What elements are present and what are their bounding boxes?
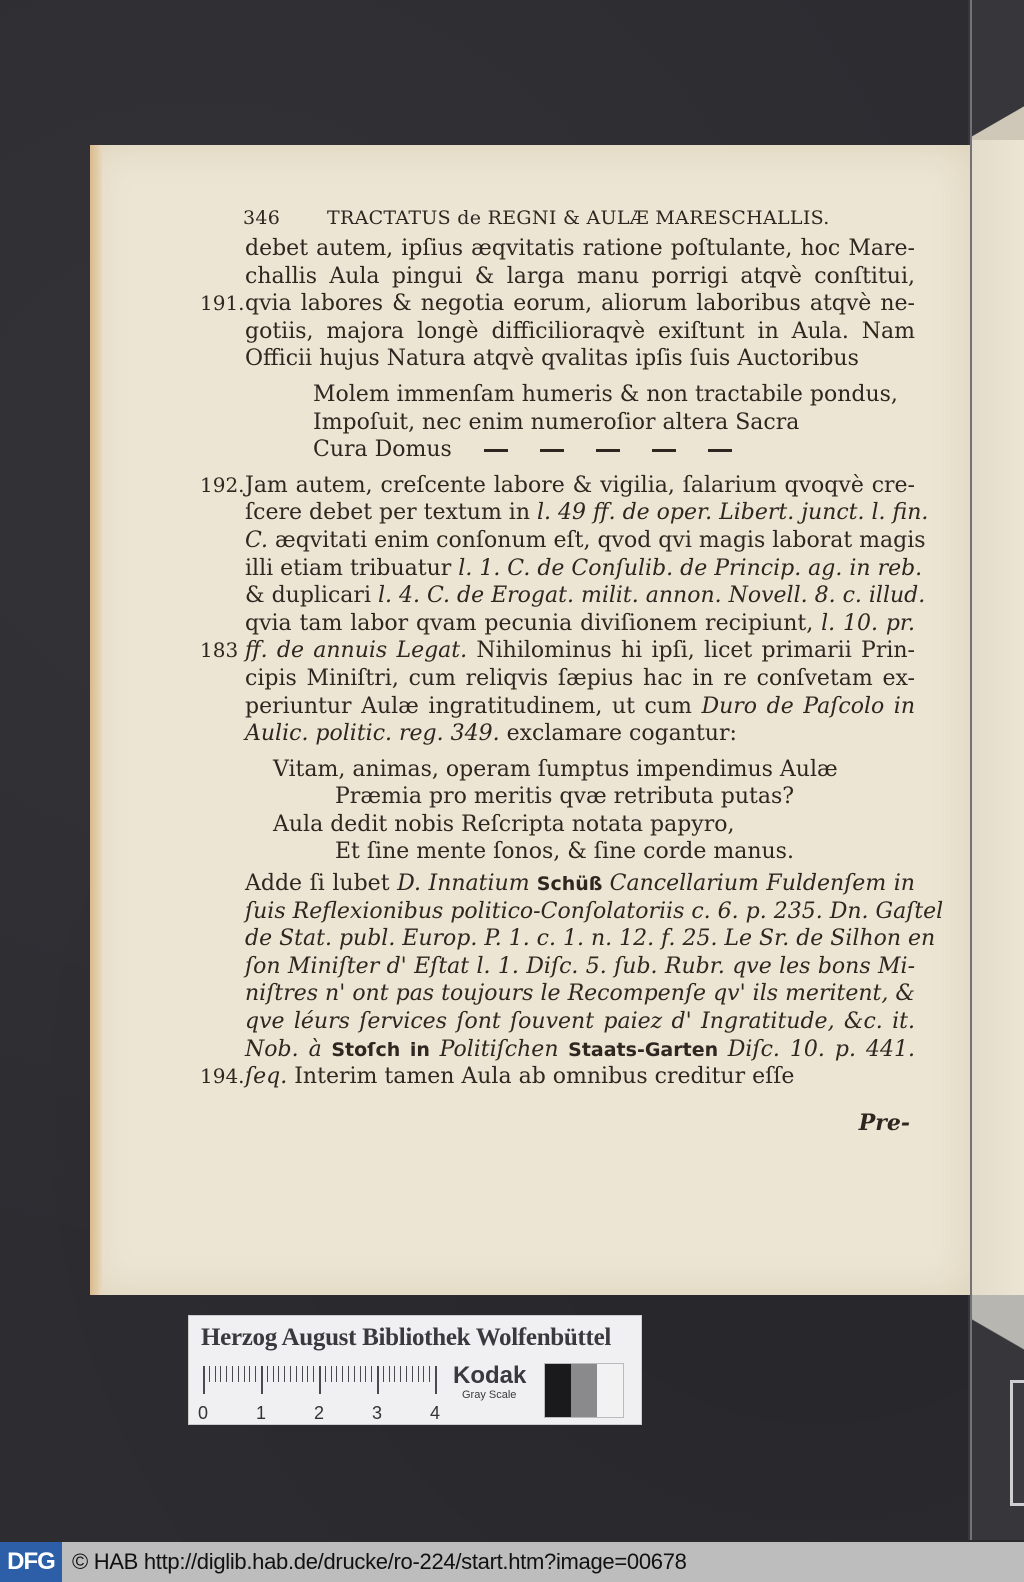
ruler-tick — [278, 1366, 279, 1382]
text-line — [245, 980, 915, 1008]
text-line — [200, 472, 915, 500]
ruler-tick — [319, 1366, 321, 1394]
ruler-tick — [226, 1366, 227, 1382]
text-segment: ſcere debet per textum in — [245, 500, 537, 526]
text-line — [200, 290, 915, 318]
kodak-logo: Kodak — [453, 1362, 527, 1389]
ruler-tick — [342, 1366, 343, 1382]
ruler-tick — [365, 1366, 366, 1382]
text-segment: l. 10. pr. — [821, 610, 915, 636]
gray-swatch — [597, 1364, 623, 1417]
text-segment: Nihilominus hi ipſi, licet primarii Prin- — [467, 638, 915, 664]
running-title: TRACTATUS de REGNI & AULÆ MARESCHALLIS. — [327, 207, 830, 229]
text-segment: qvia tam labor qvam pecunia diviſionem recipiunt, — [245, 610, 822, 636]
gray-swatch — [571, 1364, 597, 1417]
ruler-tick — [377, 1366, 379, 1394]
text-line — [245, 720, 915, 748]
paragraph-192 — [200, 472, 929, 748]
text-segment: Diſc. 10. p. 441. — [727, 1036, 915, 1062]
ruler-tick — [371, 1366, 372, 1382]
ellipsis-dashes — [452, 437, 732, 462]
text-line — [245, 953, 915, 981]
scale-ruler — [203, 1366, 443, 1401]
ruler-tick — [261, 1366, 263, 1394]
text-segment: ſuis Reflexionibus politico-Conſolatoriis c. 6. p. 235. Dn. Gaſtel — [245, 898, 944, 924]
verse-line: Vitam, animas, operam ſumptus impendimus Aulæ — [273, 756, 838, 782]
ruler-tick — [284, 1366, 285, 1382]
text-segment: Cancellarium Fuldenſem in — [609, 871, 915, 897]
text-segment: illi etiam tribuatur — [245, 555, 459, 581]
copyright-url: © HAB http://diglib.hab.de/drucke/ro-224/start.htm?image=00678 — [72, 1549, 687, 1574]
verse-line: Cura Domus — [313, 436, 915, 464]
text-segment: D. Innatium — [397, 871, 530, 897]
ruler-number: 0 — [198, 1403, 209, 1423]
text-segment: Aulic. politic. reg. 349. — [245, 721, 500, 747]
text-segment: Officii hujus Natura atqvè qvalitas ipſis ſuis Auctoribus — [245, 346, 859, 372]
text-line — [245, 235, 915, 263]
text-line — [245, 693, 915, 721]
text-segment: l. 1. C. de Conſulib. de Princip. ag. in reb. — [458, 555, 923, 581]
library-name: Herzog August Bibliothek Wolfenbüttel — [201, 1324, 612, 1351]
book-page — [90, 145, 970, 1295]
ruler-tick — [238, 1366, 239, 1382]
verse-line: Molem immenſam humeris & non tractabile pondus, — [313, 381, 898, 407]
verse-quote-1 — [245, 381, 915, 464]
text-segment: l. 49 ff. de oper. Libert. junct. l. fin. — [537, 500, 929, 526]
text-line — [200, 1063, 915, 1091]
margin-number: 192. — [200, 472, 245, 497]
text-line — [245, 1036, 915, 1064]
ruler-tick — [435, 1366, 437, 1394]
text-line — [245, 925, 936, 953]
ruler-tick — [348, 1366, 349, 1382]
ruler-tick — [290, 1366, 291, 1382]
text-line — [245, 345, 915, 373]
margin-number: 183 — [200, 638, 239, 663]
gray-swatches — [544, 1363, 624, 1418]
ruler-tick — [383, 1366, 384, 1382]
ruler-number: 4 — [430, 1403, 441, 1423]
text-line — [245, 898, 944, 926]
ruler-tick — [400, 1366, 401, 1382]
color-target-card — [188, 1315, 642, 1425]
text-segment: l. 4. C. de Erogat. milit. annon. Novell. 8. c. illud. — [377, 583, 926, 609]
text-line — [245, 527, 926, 555]
text-segment: C. — [245, 527, 269, 553]
second-color-card-edge — [1010, 1380, 1024, 1506]
text-segment: æqvitati enim conſonum eſt, qvod qvi magis laborat magis — [268, 527, 926, 553]
text-segment: challis Aula pingui & larga manu porrigi atqvè conſtitui, — [245, 263, 915, 289]
ruler-tick — [394, 1366, 395, 1382]
text-line — [200, 637, 915, 665]
verse-line: Impoſuit, nec enim numeroſior altera Sacra — [313, 409, 800, 435]
text-segment: qvia labores & negotia eorum, aliorum laboribus atqvè ne- — [245, 291, 915, 317]
ruler-tick — [209, 1366, 210, 1382]
text-line — [245, 870, 915, 898]
ruler-tick — [267, 1366, 268, 1382]
text-segment: Jam autem, creſcente labore & vigilia, ſalarium qvoqvè cre- — [245, 472, 915, 498]
ruler-tick — [429, 1366, 430, 1382]
footer-bar — [0, 1542, 1024, 1582]
ruler-tick — [354, 1366, 355, 1382]
facing-page-strip — [972, 140, 1024, 1295]
text-segment: ſon Miniſter d' Eſtat l. 1. Diſc. 5. ſub. Rubr. qve les bons Mi- — [245, 953, 915, 979]
ruler-tick — [244, 1366, 245, 1382]
page-text — [200, 207, 944, 1091]
text-line — [245, 1008, 915, 1036]
text-segment: Adde ſi lubet — [245, 871, 398, 897]
next-page-edge — [968, 0, 1024, 1540]
page-number: 346 — [243, 207, 281, 229]
page-corner-top — [972, 100, 1024, 142]
text-segment: Interim tamen Aula ab omnibus creditur eſſe — [287, 1064, 795, 1090]
text-segment: Duro de Paſcolo in — [701, 693, 915, 719]
text-segment: niſtres n' ont pas toujours le Recompenſe qv' ils meritent, & — [245, 981, 915, 1007]
verse-line: Præmia pro meritis qvæ retributa putas? — [335, 784, 795, 810]
ruler-tick — [220, 1366, 221, 1382]
ruler-tick — [325, 1366, 326, 1382]
running-head — [245, 207, 915, 235]
ruler-tick — [203, 1366, 205, 1394]
text-segment: de Stat. publ. Europ. P. 1. c. 1. n. 12. f. 25. Le Sr. de Silhon en — [245, 926, 936, 952]
text-segment: Politiſchen — [439, 1036, 559, 1062]
text-segment: cipis Miniſtri, cum reliqvis ſæpius hac in re conſvetam ex- — [245, 665, 915, 691]
dfg-logo: DFG — [0, 1542, 62, 1582]
text-segment: ff. de annuis Legat. — [245, 638, 468, 664]
text-segment: Schüß — [529, 873, 610, 896]
ruler-number: 2 — [314, 1403, 325, 1423]
text-segment: exclamare cogantur: — [499, 721, 737, 747]
ruler-numbers — [198, 1403, 448, 1423]
paragraph-opening — [200, 235, 915, 373]
text-segment: ſeq. — [245, 1064, 288, 1090]
ruler-tick — [412, 1366, 413, 1382]
ruler-tick — [273, 1366, 274, 1382]
text-segment: Stoſch in — [321, 1038, 440, 1061]
text-segment: qve léurs ſervices ſont ſouvent paiez d' Ingratitude, &c. it. — [245, 1009, 915, 1035]
text-line — [245, 610, 915, 638]
ruler-tick — [232, 1366, 233, 1382]
text-segment: periuntur Aulæ ingratitudinem, ut cum — [245, 693, 702, 719]
text-segment: Staats-Garten — [558, 1038, 728, 1061]
ruler-tick — [418, 1366, 419, 1382]
verse-line: Aula dedit nobis Reſcripta notata papyro, — [273, 811, 735, 837]
paragraph-references — [200, 870, 944, 1091]
ruler-number: 1 — [256, 1403, 267, 1423]
ruler-tick — [336, 1366, 337, 1382]
text-segment: gotiis, majora longè difficilioraqvè exiſtunt in Aula. Nam — [245, 318, 915, 344]
verse-quote-2 — [245, 756, 915, 866]
text-segment: Nob. à — [245, 1036, 322, 1062]
verse-line: Et ſine mente ſonos, & ſine corde manus. — [335, 839, 794, 865]
text-line — [245, 555, 923, 583]
text-line — [245, 665, 915, 693]
text-line — [245, 318, 915, 346]
ruler-tick — [255, 1366, 256, 1382]
ruler-tick — [307, 1366, 308, 1382]
catchword: Pre- — [858, 1110, 910, 1136]
text-line — [245, 499, 929, 527]
ruler-tick — [215, 1366, 216, 1382]
text-line — [245, 263, 915, 291]
ruler-tick — [313, 1366, 314, 1382]
margin-number: 194. — [200, 1064, 245, 1089]
gray-swatch — [545, 1364, 571, 1417]
ruler-tick — [331, 1366, 332, 1382]
text-line — [245, 582, 926, 610]
text-segment: & duplicari — [245, 583, 378, 609]
ruler-tick — [302, 1366, 303, 1382]
ruler-tick — [389, 1366, 390, 1382]
text-segment: debet autem, ipſius æqvitatis ratione poſtulante, hoc Mare- — [245, 236, 915, 261]
ruler-tick — [423, 1366, 424, 1382]
margin-number: 191. — [200, 291, 245, 316]
ruler-tick — [360, 1366, 361, 1382]
ruler-tick — [249, 1366, 250, 1382]
ruler-number: 3 — [372, 1403, 383, 1423]
ruler-tick — [406, 1366, 407, 1382]
page-corner-bottom — [972, 1295, 1024, 1375]
ruler-tick — [296, 1366, 297, 1382]
gray-scale-label: Gray Scale — [462, 1389, 517, 1401]
